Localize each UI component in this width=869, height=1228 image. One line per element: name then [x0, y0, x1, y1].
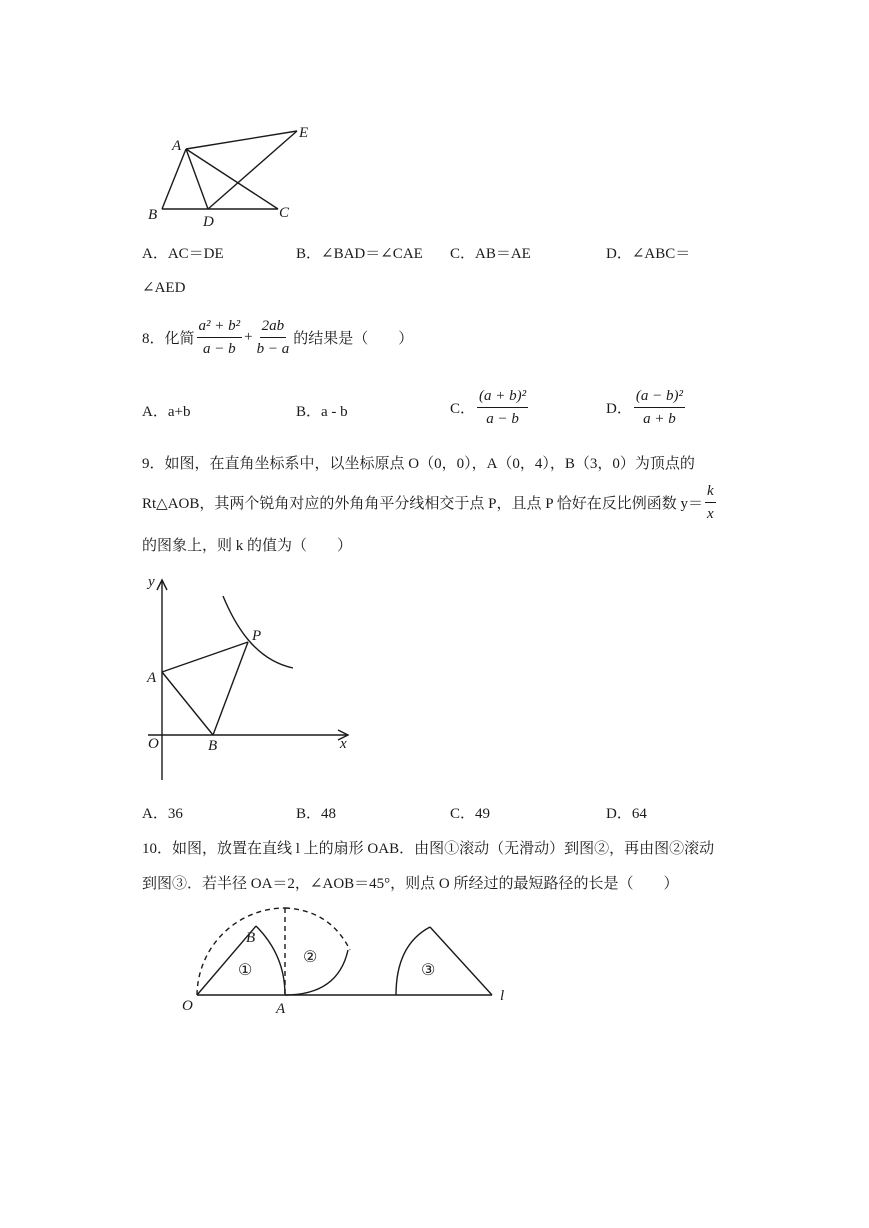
- q7-option-a[interactable]: A．AC＝DE: [142, 246, 224, 262]
- q8-option-d[interactable]: [606, 386, 687, 429]
- q9-option-b[interactable]: B．48: [296, 806, 337, 822]
- q8-fraction-2-denominator: b − a: [256, 341, 290, 357]
- q8-stem: [142, 316, 413, 359]
- label-o: O: [182, 998, 193, 1014]
- segment-ad: [186, 149, 208, 209]
- q8-option-d-label: D．: [606, 401, 632, 417]
- q8-fraction-2: [255, 316, 292, 359]
- q8-plus: +: [244, 329, 253, 345]
- q9-figure: [140, 570, 360, 784]
- label-b: B: [246, 930, 256, 946]
- segment-bp: [213, 642, 248, 735]
- label-p: P: [252, 628, 262, 644]
- q8-option-b[interactable]: B．a - b: [296, 404, 348, 420]
- q9-option-c[interactable]: C．49: [450, 806, 491, 822]
- q8-fraction-1-denominator: a − b: [203, 341, 236, 357]
- q8-option-d-numerator: (a − b)²: [634, 386, 685, 408]
- q9-line-1: 9．如图，在直角坐标系中，以坐标原点 O（0，0），A（0，4），B（3，0）为顶点的: [142, 456, 695, 472]
- label-b: B: [148, 207, 158, 223]
- q8-option-d-fraction: [634, 386, 685, 429]
- label-e: E: [299, 125, 309, 141]
- q9-line-3: 的图象上，则 k 的值为（ ）: [142, 538, 353, 554]
- label-a: A: [276, 1001, 286, 1017]
- q7-option-c[interactable]: C．AB＝AE: [450, 246, 531, 262]
- q10-line-1: 10．如图，放置在直线 l 上的扇形 OAB．由图①滚动（无滑动）到图②，再由图②滚动: [142, 841, 715, 857]
- q10-figure: [170, 900, 520, 1020]
- q8-fraction-1: [197, 316, 243, 359]
- q8-option-d-denominator: a + b: [643, 411, 676, 427]
- q8-option-c-label: C．: [450, 401, 476, 417]
- q9-option-d[interactable]: D．64: [606, 806, 647, 822]
- label-circle-3: ③: [421, 962, 436, 979]
- q9-line-2: [142, 481, 718, 524]
- sector-1-arc: [256, 926, 285, 995]
- q8-fraction-1-numerator: a² + b²: [197, 316, 243, 338]
- label-o: O: [148, 736, 159, 752]
- q8-suffix: 的结果是（ ）: [293, 331, 414, 347]
- q8-option-c-denominator: a − b: [486, 411, 519, 427]
- dashed-arc-path: [197, 908, 285, 995]
- q8-option-c-fraction: [477, 386, 528, 429]
- segment-ab: [162, 149, 186, 209]
- label-c: C: [279, 205, 290, 221]
- q8-option-a[interactable]: A．a+b: [142, 404, 191, 420]
- label-circle-2: ②: [303, 949, 318, 966]
- q8-prefix: 8．化简: [142, 331, 195, 347]
- q7-option-b[interactable]: B．∠BAD＝∠CAE: [296, 246, 423, 262]
- q8-fraction-2-numerator: 2ab: [260, 316, 287, 338]
- q8-option-c[interactable]: [450, 386, 530, 429]
- label-l: l: [500, 988, 505, 1004]
- label-circle-1: ①: [238, 962, 253, 979]
- segment-ab: [162, 672, 213, 735]
- q7-figure: [140, 118, 330, 230]
- label-a: A: [147, 670, 157, 686]
- label-a: A: [172, 138, 182, 154]
- label-y: y: [148, 574, 155, 590]
- q9-function-denominator: x: [707, 506, 714, 522]
- q7-option-d[interactable]: D．∠ABC＝: [606, 246, 691, 262]
- q9-line-2-text: Rt△AOB，其两个锐角对应的外角角平分线相交于点 P，且点 P 恰好在反比例函数 y＝: [142, 496, 704, 512]
- label-x: x: [340, 736, 347, 752]
- sector-3-arc: [396, 927, 430, 995]
- dashed-arc-path-2: [285, 908, 350, 950]
- q9-option-a[interactable]: A．36: [142, 806, 183, 822]
- label-d: D: [203, 214, 214, 230]
- q10-line-2: 到图③．若半径 OA＝2，∠AOB＝45°，则点 O 所经过的最短路径的长是（ ）: [142, 876, 679, 892]
- label-b: B: [208, 738, 218, 754]
- q9-function-numerator: k: [705, 481, 716, 503]
- q9-function-fraction: [705, 481, 716, 524]
- q7-option-d-continued: ∠AED: [142, 280, 186, 296]
- segment-ap: [162, 642, 248, 672]
- segment-ac: [186, 149, 278, 209]
- sector-3-edge: [430, 927, 492, 995]
- q8-option-c-numerator: (a + b)²: [477, 386, 528, 408]
